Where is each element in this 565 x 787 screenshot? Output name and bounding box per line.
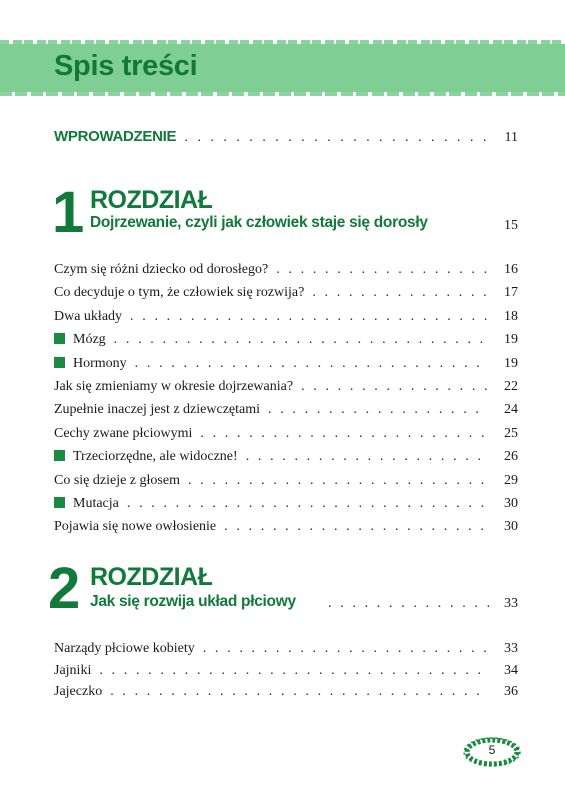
- toc-entry[interactable]: [54, 473, 518, 493]
- toc-entry-label: [54, 262, 268, 278]
- toc-entry-text: Jak się zmieniamy w okresie dojrzewania?: [54, 379, 294, 394]
- toc-entry-label: [54, 496, 119, 512]
- toc-entry-intro[interactable]: [54, 128, 518, 148]
- chapter-2-number: 2: [48, 556, 81, 621]
- dot-leader: [203, 641, 488, 657]
- toc-entry-label: [54, 663, 91, 679]
- toc-entry[interactable]: [54, 496, 518, 516]
- toc-entry[interactable]: [54, 332, 518, 352]
- toc-entry-page: 30: [504, 496, 518, 511]
- chapter-1-title[interactable]: Dojrzewanie, czyli jak człowiek staje się dorosły: [90, 214, 428, 231]
- chapter-1-number: 1: [52, 180, 85, 245]
- dot-leader: [268, 402, 488, 418]
- toc-entry-text: Jajeczko: [54, 684, 103, 699]
- toc-entry[interactable]: [54, 426, 518, 446]
- toc-entry-label: [54, 426, 192, 442]
- dot-leader: [312, 285, 488, 301]
- dot-leader: [276, 262, 488, 278]
- toc-entry-text: Co się dzieje z głosem: [54, 472, 180, 488]
- toc-entry-page: 25: [504, 425, 518, 441]
- dot-leader: [301, 379, 488, 395]
- toc-entry-page: 18: [504, 308, 518, 324]
- chapter-1-heading: ROZDZIAŁ: [90, 186, 213, 214]
- toc-entry-page: 17: [504, 285, 518, 301]
- dot-leader: [328, 596, 492, 612]
- toc-entry-page: 16: [504, 262, 518, 277]
- toc-entry-label: [54, 519, 216, 535]
- dot-leader: [184, 128, 488, 144]
- toc-entry[interactable]: [54, 663, 518, 683]
- toc-entry-page: 19: [504, 332, 518, 348]
- green-square-bullet-icon: [54, 357, 65, 368]
- toc-entry-page: 34: [504, 662, 518, 678]
- toc-entry[interactable]: [54, 519, 518, 539]
- toc-entry[interactable]: [54, 449, 518, 469]
- green-square-bullet-icon: [54, 333, 65, 344]
- chapter-2-page: 33: [504, 596, 518, 611]
- toc-entry[interactable]: [54, 262, 518, 282]
- toc-entry-text: Mózg: [73, 332, 106, 348]
- dot-leader: [224, 519, 488, 535]
- toc-entry-page: 24: [504, 402, 518, 418]
- dot-leader: [135, 356, 488, 372]
- toc-entry-text: Dwa układy: [54, 308, 123, 324]
- toc-entry-label: [54, 309, 122, 325]
- toc-entry-text: Cechy zwane płciowymi: [54, 425, 193, 441]
- toc-entry[interactable]: [54, 309, 518, 329]
- page-number: 5: [488, 743, 496, 757]
- toc-entry[interactable]: [54, 285, 518, 305]
- toc-entry[interactable]: [54, 356, 518, 376]
- toc-entry-page: 26: [504, 449, 518, 465]
- dot-leader: [130, 309, 488, 325]
- toc-entry-text: Trzeciorzędne, ale widoczne!: [73, 449, 238, 465]
- toc-entry-text: Czym się różni dziecko od dorosłego?: [54, 262, 269, 277]
- toc-entry-label: [54, 285, 304, 301]
- toc-entry-text: Hormony: [73, 355, 127, 371]
- toc-entry-label: [54, 473, 180, 489]
- toc-entry-page: 11: [504, 130, 518, 145]
- toc-entry[interactable]: [54, 641, 518, 661]
- chapter-2-heading: ROZDZIAŁ: [90, 563, 213, 591]
- toc-entry[interactable]: [54, 684, 518, 704]
- toc-entry-label: [54, 332, 106, 348]
- dot-leader: [114, 332, 488, 348]
- toc-entry-text: Co decyduje o tym, że człowiek się rozwija?: [54, 285, 305, 301]
- dot-leader: [246, 449, 488, 465]
- toc-entry-page: 29: [504, 472, 518, 488]
- toc-entry-page: 30: [504, 519, 518, 535]
- toc-entry-page: 33: [504, 641, 518, 656]
- toc-entry-page: 19: [504, 355, 518, 371]
- toc-entry-page: 22: [504, 379, 518, 394]
- chapter-1-page: 15: [504, 218, 518, 233]
- toc-entry-label: [54, 356, 127, 372]
- toc-entry-label: [54, 684, 102, 700]
- toc-entry-label: [54, 379, 293, 395]
- chapter-2-title[interactable]: Jak się rozwija układ płciowy: [90, 593, 296, 610]
- toc-entry-text: Pojawia się nowe owłosienie: [54, 519, 217, 535]
- green-square-bullet-icon: [54, 450, 65, 461]
- green-square-bullet-icon: [54, 497, 65, 508]
- page-title: Spis treści: [54, 50, 198, 82]
- toc-entry-text: Mutacja: [73, 496, 119, 511]
- dot-leader: [99, 663, 488, 679]
- dot-leader: [127, 496, 488, 512]
- dot-leader: [188, 473, 488, 489]
- toc-entry[interactable]: [54, 402, 518, 422]
- toc-entry-label: [54, 402, 260, 418]
- dot-leader: [200, 426, 488, 442]
- toc-entry-text: Jajniki: [54, 662, 92, 678]
- dot-leader: [110, 684, 488, 700]
- toc-entry-label: WPROWADZENIE: [54, 128, 177, 145]
- toc-entry-page: 36: [504, 684, 518, 699]
- toc-entry-text: Narządy płciowe kobiety: [54, 641, 195, 656]
- toc-entry[interactable]: [54, 379, 518, 399]
- toc-entry-label: [54, 449, 238, 465]
- toc-entry-text: Zupełnie inaczej jest z dziewczętami: [54, 402, 261, 418]
- toc-entry-label: [54, 641, 195, 657]
